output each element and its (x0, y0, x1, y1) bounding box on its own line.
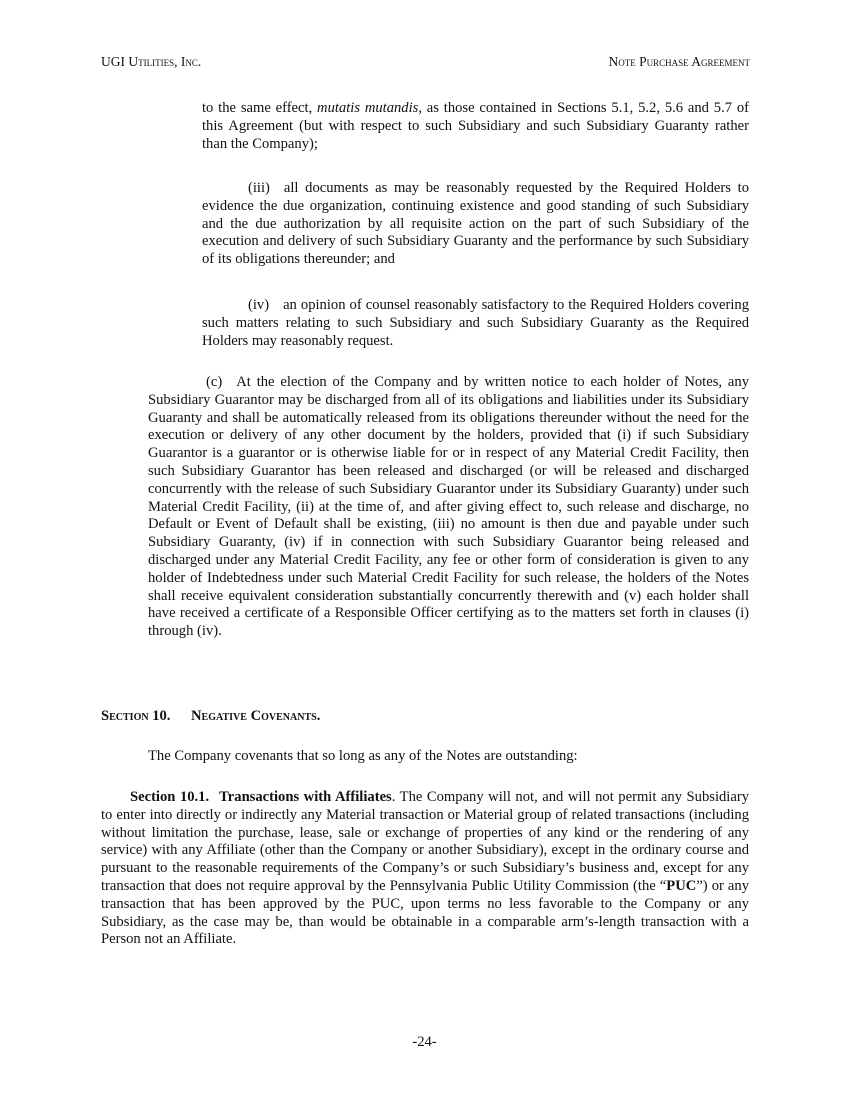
continued-text-after: , as those contained in Sections 5.1, 5.2, 5.6 and 5.7 of this Agreement (but with respect to such Subsidiary and such Subsidiary Guaranty rather than the Company); (202, 100, 749, 152)
section-10-1-text-before: . The Company will not, and will not permit any Subsidiary to enter into directly or indirectly any Material transaction or Material group of related transactions (including without limitation the purchase, lease, sale or exchange of properties of any kind or the rendering of any service) with any Affiliate (other than the Company or another Subsidiary), except in the ordinary course and pursuant to the reasonable requirements of the Company’s or such Subsidiary’s business and, except for any transaction that does not require approval by the Pennsylvania Public Utility Commission (the “ (101, 789, 749, 894)
section-10-1-text-after: ”) or any transaction that has been approved by the PUC, upon terms no less favorable to the Company or any Subsidiary, as the case may be, than would be obtainable in a comparable arm’s-length transaction with a Person not an Affiliate. (101, 877, 749, 948)
continued-italic-term: mutatis mutandis (317, 100, 419, 116)
section-10-period: . (316, 708, 321, 724)
clause-c-text: At the election of the Company and by written notice to each holder of Notes, any Subsidiary Guarantor may be discharged from all of its obligations and liabilities under its Subsidiary Guaranty and shall be automatically released from its obligations thereunder without the need for the execution or delivery of any other document by the holders, provided that (i) if such Subsidiary Guarantor is a guarantor or is otherwise liable for or in respect of any Material Credit Facility, then such Subsidiary Guarantor has been released and discharged (or will be released and discharged concurrently with the release of such Subsidiary Guarantor under its Subsidiary Guaranty) under such Material Credit Facility, (ii) at the time of, and after giving effect to, such release and discharge, no Default or Event of Default shall be existing, (iii) no amount is then due and payable under such Subsidiary Guaranty, (iv) if in connection with such Subsidiary Guarantor being released and discharged under any Material Credit Facility, any fee or other form of consideration is given to any holder of Indebtedness under such Material Credit Facility for such release, the holders of the Notes shall receive equivalent consideration substantially concurrently therewith and (v) each holder shall have received a certificate of a Responsible Officer certifying as to the matters set forth in clauses (i) through (iv). (148, 374, 749, 640)
clause-iii (202, 180, 749, 269)
section-10-intro: The Company covenants that so long as any of the Notes are outstanding: (148, 748, 578, 764)
section-10-title: Negative Covenants (191, 708, 317, 724)
section-10-1-number: Section 10.1. (130, 789, 210, 805)
section-10-1-paragraph (101, 789, 749, 949)
page-number: -24- (412, 1034, 437, 1050)
clause-c-marker: (c) (206, 374, 223, 390)
header-company-name: UGI Utilities, Inc. (101, 54, 202, 69)
header-document-title: Note Purchase Agreement (608, 54, 750, 69)
section-10-number: Section 10. (101, 708, 171, 724)
continued-paragraph (202, 100, 749, 153)
section-10-1-title: Transactions with Affiliates (219, 789, 392, 805)
clause-iv-marker: (iv) (248, 297, 270, 313)
clause-iv (202, 297, 749, 350)
clause-c (148, 374, 749, 641)
page-header (101, 53, 750, 71)
clause-iii-marker: (iii) (248, 180, 270, 196)
clause-iv-text: an opinion of counsel reasonably satisfactory to the Required Holders covering such matters relating to such Subsidiary and such Subsidiary Guaranty as the Required Holders may reasonably request. (202, 297, 749, 349)
clause-iii-text: all documents as may be reasonably requested by the Required Holders to evidence the due organization, continuing existence and good standing of such Subsidiary and the due authorization by all requisite action on the part of such Subsidiary of the execution and delivery of such Subsidiary Guaranty and the performance by such Subsidiary of its obligations thereunder; and (202, 180, 749, 268)
continued-text-before: to the same effect, (202, 100, 318, 116)
section-10-heading (101, 708, 749, 726)
defined-term-puc: PUC (666, 877, 697, 894)
